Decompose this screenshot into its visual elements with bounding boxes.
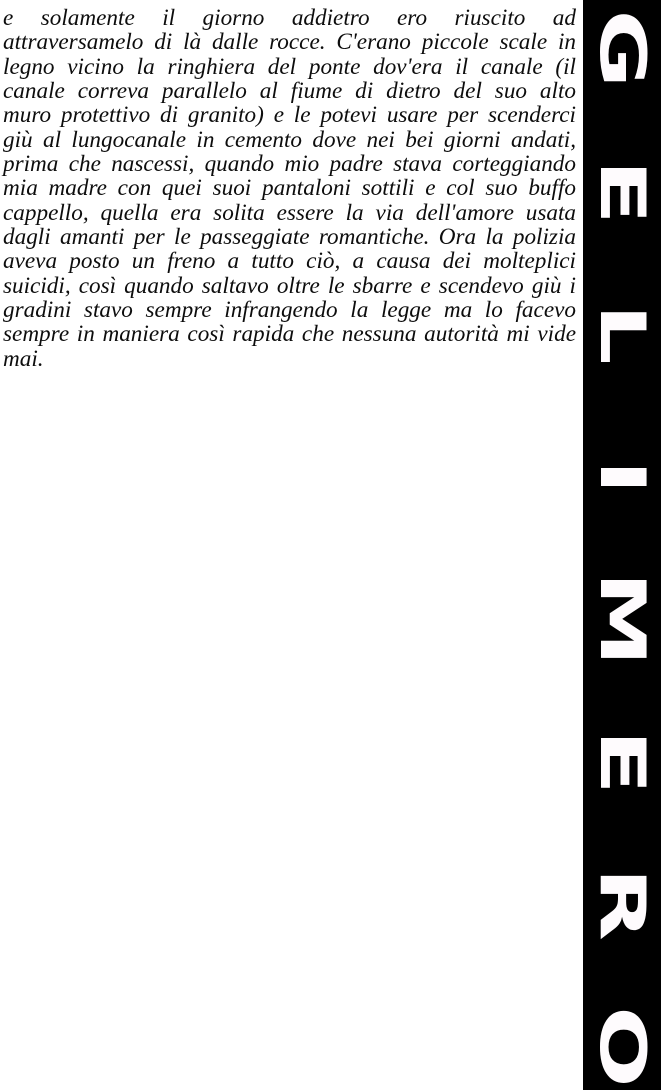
text-line-14: sempre in maniera così rapida che nessuna autorità mi vide xyxy=(3,321,576,348)
text-line-5: muro protettivo di granito) e le potevi usare per scenderci xyxy=(3,102,576,129)
text-line-8: mia madre con quei suoi pantaloni sottili e col suo buffo xyxy=(3,175,576,202)
side-title-letter: E xyxy=(586,728,659,795)
side-title-band xyxy=(583,0,661,1090)
side-title-letter: L xyxy=(586,303,659,365)
text-line-10: dagli amanti per le passeggiate romantiche. Ora la polizia xyxy=(3,224,576,251)
side-title-letter: G xyxy=(586,9,659,89)
text-line-7: prima che nascessi, quando mio padre stava corteggiando xyxy=(3,151,576,178)
side-title-letter: I xyxy=(586,458,659,495)
text-line-9: cappello, quella era solita essere la via dell'amore usata xyxy=(3,199,576,226)
text-line-15: mai. xyxy=(3,345,44,372)
text-line-4: canale correva parallelo al fiume di dietro del suo alto xyxy=(3,78,576,105)
text-line-11: aveva posto un freno a tutto ciò, a causa dei molteplici xyxy=(3,248,576,275)
body-text xyxy=(3,6,576,371)
text-line-12: suicidi, così quando saltavo oltre le sbarre e scendevo giù i xyxy=(3,272,576,299)
text-line-3: legno vicino la ringhiera del ponte dov'era il canale (il xyxy=(3,53,576,80)
text-line-13: gradini stavo sempre infrangendo la legge ma lo facevo xyxy=(3,297,576,324)
side-title-letter: E xyxy=(586,158,659,225)
text-line-1: e solamente il giorno addietro ero riuscito ad xyxy=(3,5,576,31)
side-title-letter: R xyxy=(586,867,659,942)
text-line-2: attraversamelo di là dalle rocce. C'erano piccole scale in xyxy=(3,29,576,56)
side-title-letter: O xyxy=(586,1006,659,1088)
text-line-6: giù al lungocanale in cemento dove nei bei giorni andati, xyxy=(3,126,576,153)
side-title xyxy=(583,9,661,1088)
side-title-letter: M xyxy=(586,571,659,668)
